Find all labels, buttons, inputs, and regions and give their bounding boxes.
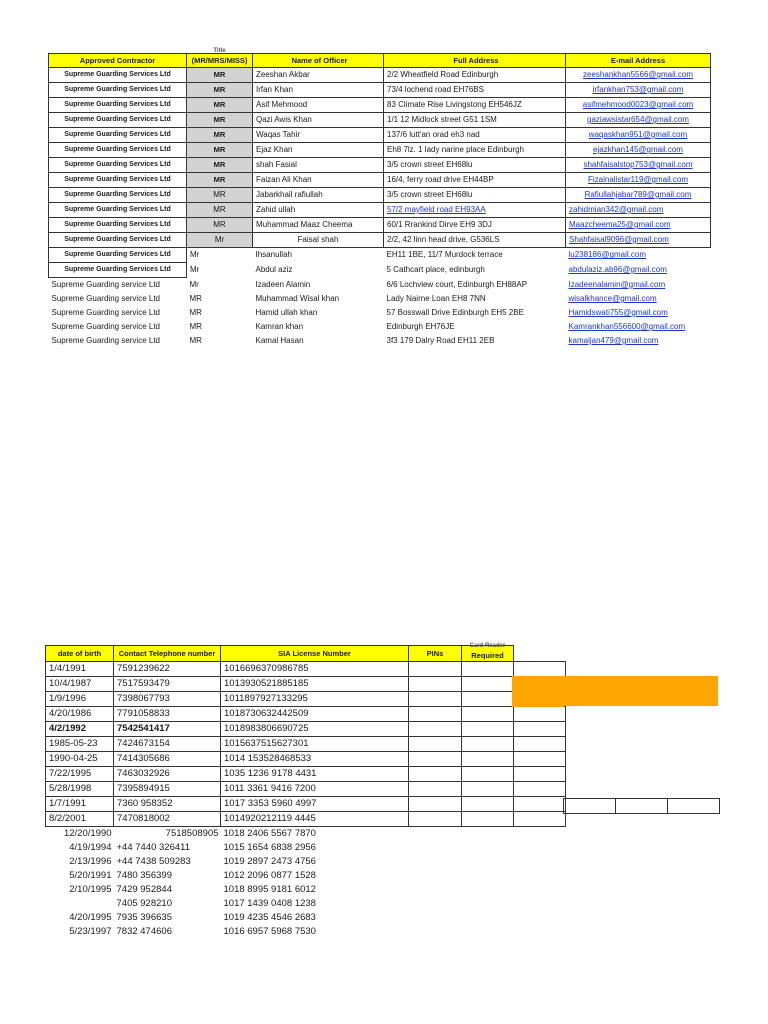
licence-required-cell xyxy=(462,925,514,939)
officer-title-cell: MR xyxy=(187,203,253,218)
licence-extra-cell xyxy=(514,707,566,722)
officer-title-cell: MR xyxy=(187,113,253,128)
officer-address-cell: 3/5 crown street EH68lu xyxy=(384,188,566,203)
header-pins: PINs xyxy=(409,646,462,662)
officer-name-cell: shah Fasial xyxy=(253,158,384,173)
officer-email-cell[interactable]: zahidmian342@gmail.com xyxy=(566,203,711,218)
officer-contractor-cell: Supreme Guarding Services Ltd xyxy=(49,203,187,218)
licence-dob-cell: 2/10/1995 xyxy=(69,884,112,895)
licence-sia-cell: 1016696370986785 xyxy=(221,662,409,677)
licence-pins-cell xyxy=(409,782,462,797)
licence-phone-cell: 7542541417 xyxy=(114,722,221,737)
licence-sia-cell: 1016 6957 5968 7530 xyxy=(223,926,316,937)
officer-contractor-cell: Supreme Guarding Services Ltd xyxy=(49,128,187,143)
licence-dob-cell: 10/4/1987 xyxy=(46,677,114,692)
officer-address-cell: Eh8 7lz. 1 lady narine place Edinburgh xyxy=(384,143,566,158)
licence-required-cell xyxy=(462,707,514,722)
grid-cell-1 xyxy=(563,798,616,814)
licence-sia-cell: 1012 2096 0877 1528 xyxy=(223,870,316,881)
officer-name-cell: Kamran khan xyxy=(255,322,304,331)
licence-row xyxy=(46,767,566,782)
officer-name-cell: Jabarkhail rafiullah xyxy=(253,188,384,203)
licence-extra-cell xyxy=(514,767,566,782)
officer-email-cell[interactable]: ejazkhan145@gmail.com xyxy=(566,143,711,158)
licence-extra-cell xyxy=(514,855,566,869)
officer-address-cell: 73/4 lochend road EH76BS xyxy=(384,83,566,98)
officer-name-cell: Asif Mehmood xyxy=(253,98,384,113)
licence-extra-cell xyxy=(514,737,566,752)
licence-pins-cell xyxy=(409,925,462,939)
officer-name-cell: Waqas Tahir xyxy=(253,128,384,143)
officer-email-cell[interactable]: Hamidswati755@gmail.com xyxy=(568,308,668,317)
officer-title-cell: MR xyxy=(187,158,253,173)
licence-required-cell xyxy=(462,869,514,883)
licence-required-cell xyxy=(462,677,514,692)
licence-sia-cell: 1015 1654 6838 2956 xyxy=(223,842,316,853)
licence-dob-cell: 4/2/1992 xyxy=(46,722,114,737)
licence-pins-cell xyxy=(409,797,462,812)
licence-dob-cell: 1990-04-25 xyxy=(46,752,114,767)
licence-pins-cell xyxy=(409,692,462,707)
officer-address-cell: 83 Climate Rise Livingstong EH546JZ xyxy=(384,98,566,113)
officers-table xyxy=(48,48,711,348)
licence-row xyxy=(46,692,566,707)
licence-pins-cell xyxy=(409,752,462,767)
licence-row xyxy=(46,722,566,737)
officer-title-cell: MR xyxy=(187,188,253,203)
licence-sia-cell: 1013930521885185 xyxy=(221,677,409,692)
officer-contractor-cell: Supreme Guarding service Ltd xyxy=(51,308,160,317)
officer-email-cell[interactable]: waqaskhan951@gmail.com xyxy=(566,128,711,143)
officer-address-cell: Lady Nairne Loan EH8 7NN xyxy=(386,294,486,303)
licence-row xyxy=(46,737,566,752)
officer-name-cell: Zeeshan Akbar xyxy=(253,68,384,83)
licence-required-cell xyxy=(462,855,514,869)
licence-sia-cell: 1019 4235 4546 2683 xyxy=(223,912,316,923)
header-full-address: Full Address xyxy=(384,54,566,68)
officer-title-cell: Mr xyxy=(187,233,253,248)
header-sia-license: SIA License Number xyxy=(221,646,409,662)
officer-name-cell: Zahid ullah xyxy=(253,203,384,218)
licence-required-cell xyxy=(462,827,514,842)
licence-extra-cell xyxy=(514,752,566,767)
header-required-label: Required xyxy=(471,651,504,660)
officer-email-cell[interactable]: Izadeenalamin@gmail.com xyxy=(568,279,666,289)
officer-row xyxy=(49,188,711,203)
licence-dob-cell: 1/7/1991 xyxy=(46,797,114,812)
licence-required-cell xyxy=(462,752,514,767)
licence-phone-cell: +44 7440 326411 xyxy=(116,842,191,853)
officer-row xyxy=(49,233,711,248)
licence-phone-cell: +44 7438 509283 xyxy=(116,856,191,867)
officer-email-cell[interactable]: kamaljan479@gmail.com xyxy=(568,336,659,345)
officer-name-cell: Faizan Ali Khan xyxy=(253,173,384,188)
licence-phone-cell: 7518508905 xyxy=(165,828,219,839)
officer-title-cell: MR xyxy=(187,68,253,83)
licence-sia-cell: 1014920212119 4445 xyxy=(221,812,409,827)
officer-title-cell: MR xyxy=(187,98,253,113)
officer-title-cell: MR xyxy=(187,173,253,188)
licence-dob-cell: 4/20/1995 xyxy=(69,912,112,923)
officer-title-cell: MR xyxy=(187,143,253,158)
licence-sia-cell: 1018730632442509 xyxy=(221,707,409,722)
licence-pins-cell xyxy=(409,662,462,677)
licence-phone-cell: 7398067793 xyxy=(114,692,221,707)
officer-row xyxy=(49,218,711,233)
licence-phone-cell: 7360 958352 xyxy=(114,797,221,812)
licence-extra-cell xyxy=(514,897,566,911)
officer-email-cell[interactable]: asifmehmood0023@gmail.com xyxy=(566,98,711,113)
licence-sia-cell: 1019 2897 2473 4756 xyxy=(223,856,316,867)
officer-row xyxy=(49,113,711,128)
licence-phone-cell: 7424673154 xyxy=(114,737,221,752)
licence-required-cell xyxy=(462,897,514,911)
licence-extra-cell xyxy=(514,827,566,842)
officer-row xyxy=(49,128,711,143)
licence-dob-cell: 7/22/1995 xyxy=(46,767,114,782)
officer-contractor-cell: Supreme Guarding Services Ltd xyxy=(49,263,187,278)
officer-title-cell: MR xyxy=(189,294,202,303)
licence-dob-cell: 4/20/1986 xyxy=(46,707,114,722)
licence-phone-cell: 7405 928210 xyxy=(116,898,172,909)
officer-email-cell[interactable]: Rafiullahjabar789@gmail.com xyxy=(566,188,711,203)
licence-row xyxy=(46,797,566,812)
officer-email-cell[interactable]: shahfaisalstop753@gmail.com xyxy=(566,158,711,173)
officer-contractor-cell: Supreme Guarding Services Ltd xyxy=(49,98,187,113)
officer-email-cell[interactable]: Maazcheema25@gmail.com xyxy=(566,218,711,233)
licence-pins-cell xyxy=(409,841,462,855)
licence-phone-cell: 7470818002 xyxy=(114,812,221,827)
officer-contractor-cell: Supreme Guarding service Ltd xyxy=(51,280,160,289)
licence-required-cell xyxy=(462,767,514,782)
officer-row xyxy=(49,83,711,98)
licence-dob-cell: 1/4/1991 xyxy=(46,662,114,677)
licence-sia-cell: 1011897927133295 xyxy=(221,692,409,707)
officer-contractor-cell: Supreme Guarding Services Ltd xyxy=(49,248,187,263)
licence-sia-cell: 1035 1236 9178 4431 xyxy=(221,767,409,782)
header-required xyxy=(462,643,514,662)
officer-title-cell: MR xyxy=(187,218,253,233)
header-title-over: Title xyxy=(213,48,226,54)
licence-dob-cell: 2/13/1996 xyxy=(69,856,112,867)
licence-phone-cell: 7429 952844 xyxy=(116,884,172,895)
licence-pins-cell xyxy=(409,897,462,911)
licence-pins-cell xyxy=(409,869,462,883)
officer-email-cell[interactable]: wisalkhance@gmail.com xyxy=(568,294,657,303)
officer-row xyxy=(49,203,711,218)
licence-row xyxy=(46,782,566,797)
licence-sia-cell: 1017 3353 5960 4997 xyxy=(221,797,409,812)
licence-extra-cell xyxy=(514,869,566,883)
licence-row xyxy=(46,897,566,911)
licence-required-cell xyxy=(462,841,514,855)
licence-required-cell xyxy=(462,812,514,827)
licence-extra-cell xyxy=(514,662,566,677)
officer-address-cell: 60/1 Rrankind Dirve EH9 3DJ xyxy=(384,218,566,233)
officer-title-cell: MR xyxy=(187,83,253,98)
officer-contractor-cell: Supreme Guarding service Ltd xyxy=(51,322,160,331)
licence-sia-cell: 1011 3361 9416 7200 xyxy=(221,782,409,797)
licence-table xyxy=(45,645,566,939)
licence-required-cell xyxy=(462,692,514,707)
officer-address-cell: EH11 1BE, 11/7 Murdock terrace xyxy=(386,250,503,260)
licence-pins-cell xyxy=(409,883,462,897)
officer-address-cell: Edinburgh EH76JE xyxy=(386,322,455,331)
officer-title-cell: MR xyxy=(189,308,202,317)
licence-row xyxy=(46,827,566,842)
licence-required-cell xyxy=(462,737,514,752)
licence-row xyxy=(46,841,566,855)
licence-phone-cell: 7591239622 xyxy=(114,662,221,677)
header-date-of-birth: date of birth xyxy=(46,646,114,662)
officer-title-cell: MR xyxy=(189,322,202,331)
licence-header-row xyxy=(46,646,566,662)
officer-address-cell: 2/2, 42 linn head drive, G536LS xyxy=(384,233,566,248)
licence-required-cell xyxy=(462,662,514,677)
licence-pins-cell xyxy=(409,677,462,692)
licence-pins-cell xyxy=(409,911,462,925)
officer-email-cell[interactable]: Kamrankhan556600@gmail.com xyxy=(568,322,686,331)
header-approved-contractor: Approved Contractor xyxy=(49,54,187,68)
licence-extra-cell xyxy=(514,925,566,939)
header-blank xyxy=(514,646,566,662)
licence-sia-cell: 1015637515627301 xyxy=(221,737,409,752)
officer-row xyxy=(49,173,711,188)
licence-row xyxy=(46,752,566,767)
licence-row xyxy=(46,911,566,925)
licence-phone-cell: 7395894915 xyxy=(114,782,221,797)
officer-name-cell: Abdul aziz xyxy=(255,265,293,274)
licence-extra-cell xyxy=(514,911,566,925)
officer-address-cell: 16/4, ferry road drive EH44BP xyxy=(384,173,566,188)
licence-phone-cell: 7480 356399 xyxy=(116,870,172,881)
officer-address-cell: 1/1 12 Midlock street G51 1SM xyxy=(384,113,566,128)
officer-title-cell: Mr xyxy=(189,279,199,289)
officer-name-cell: Izadeen Alamin xyxy=(255,279,311,289)
officer-contractor-cell: Supreme Guarding Services Ltd xyxy=(49,188,187,203)
licence-sia-cell: 1018983806690725 xyxy=(221,722,409,737)
licence-pins-cell xyxy=(409,707,462,722)
officer-contractor-cell: Supreme Guarding Services Ltd xyxy=(49,158,187,173)
licence-extra-cell xyxy=(514,782,566,797)
officer-contractor-cell: Supreme Guarding service Ltd xyxy=(51,294,160,303)
licence-extra-cell xyxy=(514,722,566,737)
grid-cell-3 xyxy=(667,798,720,814)
officer-address-cell: 137/6 lutt'an orad eh3 nad xyxy=(384,128,566,143)
licence-required-cell xyxy=(462,911,514,925)
licence-sia-cell: 1018 2406 5567 7870 xyxy=(223,828,316,839)
officer-email-cell[interactable]: Shahfaisal9096@gmail.com xyxy=(566,233,711,248)
licence-extra-cell xyxy=(514,797,566,812)
officer-name-cell: Irfan Khan xyxy=(253,83,384,98)
officer-address-cell: 5 Cathcart place, edinburgh xyxy=(386,265,485,274)
officers-header-row xyxy=(49,54,711,68)
officer-contractor-cell: Supreme Guarding Services Ltd xyxy=(49,68,187,83)
licence-row xyxy=(46,707,566,722)
officer-contractor-cell: Supreme Guarding Services Ltd xyxy=(49,233,187,248)
officer-email-cell[interactable]: Fizainalistar119@gmail.com xyxy=(566,173,711,188)
licence-row xyxy=(46,855,566,869)
officer-name-cell: Qazi Awis Khan xyxy=(253,113,384,128)
officer-row xyxy=(49,263,711,278)
officer-address-cell: 3/5 crown street EH68lu xyxy=(384,158,566,173)
licence-row xyxy=(46,883,566,897)
header-email-address: E-mail Address xyxy=(566,54,711,68)
licence-extra-cell xyxy=(514,883,566,897)
officer-email-cell[interactable]: zeeshankhan5566@gmail.com xyxy=(566,68,711,83)
officer-title-cell: MR xyxy=(187,128,253,143)
officer-row xyxy=(49,248,711,263)
licence-extra-cell xyxy=(514,812,566,827)
officer-title-cell: Mr xyxy=(190,250,200,260)
officer-email-cell[interactable]: lu238186@gmail.com xyxy=(568,250,646,260)
officer-row xyxy=(49,158,711,173)
licence-sia-cell: 1014 153528468533 xyxy=(221,752,409,767)
officer-name-cell: Muhammad Maaz Cheema xyxy=(253,218,384,233)
officer-name-cell: Faisal shah xyxy=(253,233,384,248)
licence-dob-cell: 4/19/1994 xyxy=(69,842,112,853)
officer-title-cell: MR xyxy=(189,336,202,345)
officer-address-cell: 3f3 179 Dalry Road EH11 2EB xyxy=(386,336,495,345)
officer-name-cell: Muhammad Wisal khan xyxy=(255,294,340,303)
licence-dob-cell: 5/23/1997 xyxy=(69,926,112,937)
licence-extra-cell xyxy=(514,841,566,855)
licence-required-cell xyxy=(462,883,514,897)
officer-row xyxy=(49,98,711,113)
officer-title-cell: Mr xyxy=(190,265,200,274)
licence-row xyxy=(46,925,566,939)
officer-name-cell: Hamid ullah khan xyxy=(255,308,318,317)
licence-pins-cell xyxy=(409,855,462,869)
licence-required-cell xyxy=(462,797,514,812)
licence-dob-cell xyxy=(46,897,114,911)
licence-phone-cell: 7832 474606 xyxy=(116,926,172,937)
licence-dob-cell: 5/28/1998 xyxy=(46,782,114,797)
licence-phone-cell: 7414305686 xyxy=(114,752,221,767)
licence-row xyxy=(46,677,566,692)
licence-pins-cell xyxy=(409,812,462,827)
officer-row xyxy=(49,68,711,83)
officer-contractor-cell: Supreme Guarding Services Ltd xyxy=(49,83,187,98)
officer-row xyxy=(49,320,711,334)
officer-row xyxy=(49,306,711,320)
officer-row xyxy=(49,143,711,158)
licence-sia-cell: 1017 1439 0408 1238 xyxy=(223,898,316,909)
licence-dob-cell: 12/20/1990 xyxy=(63,828,112,839)
licence-required-cell xyxy=(462,722,514,737)
officer-name-cell: Ejaz Khan xyxy=(253,143,384,158)
officer-contractor-cell: Supreme Guarding Services Ltd xyxy=(49,218,187,233)
header-contact-telephone: Contact Telephone number xyxy=(114,646,221,662)
licence-pins-cell xyxy=(409,767,462,782)
header-required-over: Card Reader xyxy=(469,643,506,649)
officer-name-cell: Ihsanullah xyxy=(255,250,292,260)
officer-address-cell[interactable]: 57/2 mayfield road EH93AA xyxy=(384,203,566,218)
licence-pins-cell xyxy=(409,737,462,752)
officer-row xyxy=(49,292,711,306)
officer-email-cell[interactable]: abdulaziz.ab96@gmail.com xyxy=(568,265,667,274)
officer-name-cell: Kamal Hasan xyxy=(255,336,304,345)
officer-row xyxy=(49,278,711,293)
officer-contractor-cell: Supreme Guarding Services Ltd xyxy=(49,143,187,158)
licence-pins-cell xyxy=(409,722,462,737)
licence-phone-cell: 7463032926 xyxy=(114,767,221,782)
licence-row xyxy=(46,662,566,677)
header-title xyxy=(187,48,253,68)
header-title-label: (MR/MRS/MISS) xyxy=(191,56,248,65)
licence-phone-cell: 7935 396635 xyxy=(116,912,172,923)
licence-phone-cell: 7791058833 xyxy=(114,707,221,722)
header-name-of-officer: Name of Officer xyxy=(253,54,384,68)
licence-dob-cell: 1985-05-23 xyxy=(46,737,114,752)
licence-dob-cell: 8/2/2001 xyxy=(46,812,114,827)
officer-contractor-cell: Supreme Guarding Services Ltd xyxy=(49,173,187,188)
officer-address-cell: 6/6 Lochview court, Edinburgh EH88AP xyxy=(386,279,528,289)
licence-dob-cell: 5/20/1991 xyxy=(69,870,112,881)
officer-contractor-cell: Supreme Guarding Services Ltd xyxy=(49,113,187,128)
licence-row xyxy=(46,812,566,827)
officer-address-cell: 57 Bosswall Drive Edinburgh EH5 2BE xyxy=(386,308,524,317)
officer-row xyxy=(49,334,711,348)
grid-cell-2 xyxy=(615,798,668,814)
officer-address-cell: 2/2 Wheatfield Road Edinburgh xyxy=(384,68,566,83)
licence-dob-cell: 1/9/1996 xyxy=(46,692,114,707)
orange-highlight-cell xyxy=(512,691,564,707)
licence-phone-cell: 7517593479 xyxy=(114,677,221,692)
officer-email-cell[interactable]: irfankhan753@gmail.com xyxy=(566,83,711,98)
officer-email-cell[interactable]: gaziawsistar654@gmail.com xyxy=(566,113,711,128)
licence-required-cell xyxy=(462,782,514,797)
officer-contractor-cell: Supreme Guarding service Ltd xyxy=(51,336,160,345)
licence-row xyxy=(46,869,566,883)
licence-pins-cell xyxy=(409,827,462,842)
licence-sia-cell: 1018 8995 9181 6012 xyxy=(223,884,316,895)
